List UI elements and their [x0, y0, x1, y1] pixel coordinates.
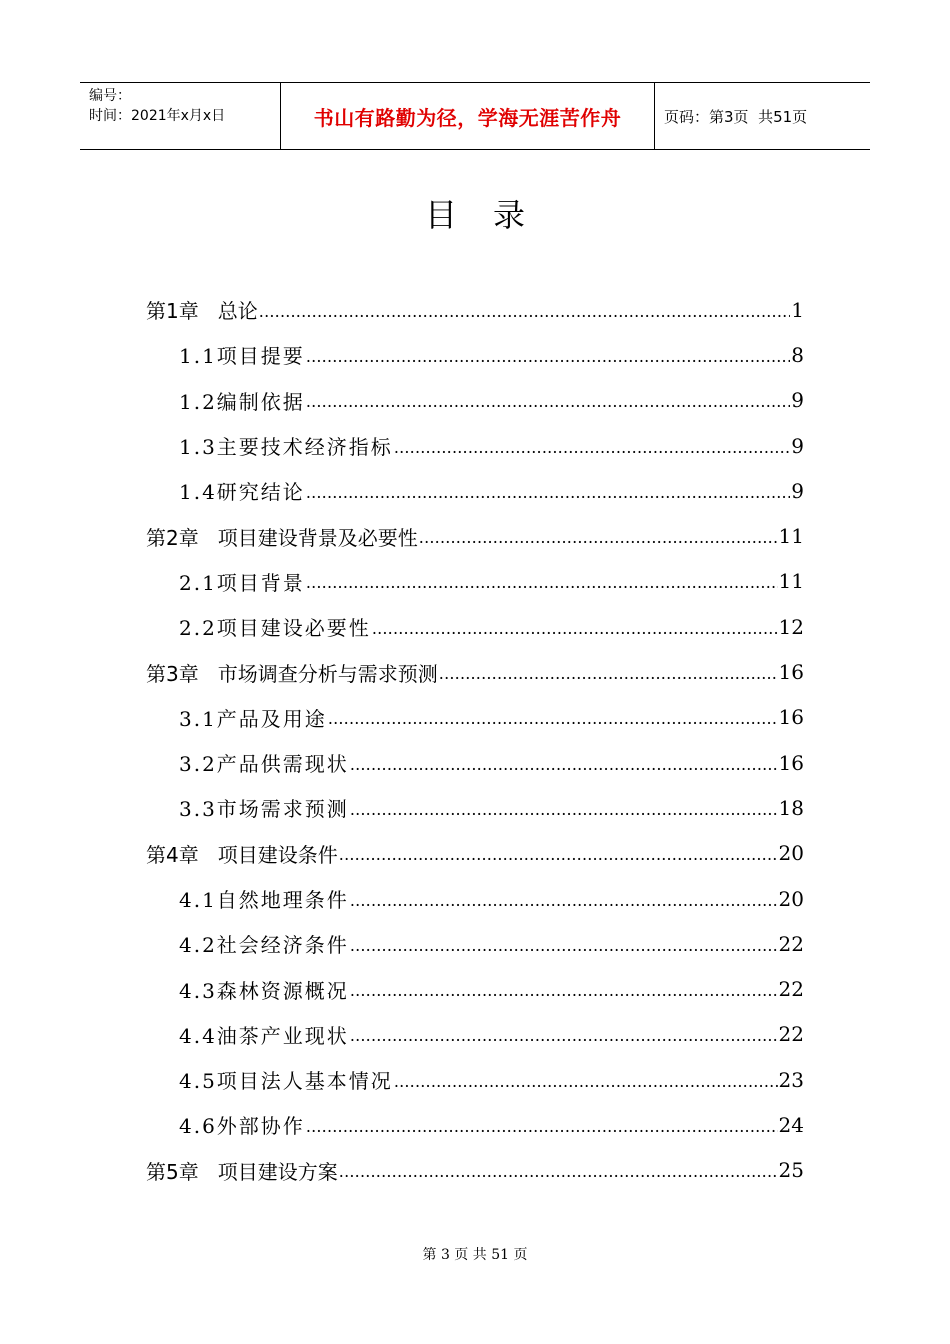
toc-leader-dots — [394, 434, 790, 458]
toc-chapter-entry[interactable] — [146, 831, 804, 876]
toc-section-entry[interactable] — [146, 559, 804, 604]
toc-entry-label: 4.3森林资源概况 — [179, 978, 349, 1003]
toc-entry-label: 1.2编制依据 — [179, 389, 305, 414]
toc-leader-dots — [350, 796, 778, 820]
toc-leader-dots — [306, 343, 790, 367]
toc-entry-label: 4.5项目法人基本情况 — [179, 1069, 393, 1094]
toc-entry-label: 4.4油茶产业现状 — [179, 1023, 349, 1048]
toc-chapter-entry[interactable] — [146, 513, 804, 558]
toc-entry-page: 11 — [778, 524, 804, 549]
toc-leader-dots — [372, 615, 778, 639]
toc-entry-label: 1.1项目提要 — [179, 344, 305, 369]
toc-section-entry[interactable] — [146, 966, 804, 1011]
table-of-contents — [146, 287, 804, 1193]
toc-entry-label: 第1章 总论 — [146, 299, 258, 324]
toc-section-entry[interactable] — [146, 468, 804, 513]
toc-entry-label: 第2章 项目建设背景及必要性 — [146, 525, 418, 550]
toc-entry-label: 2.2项目建设必要性 — [179, 616, 371, 641]
toc-entry-label: 4.2社会经济条件 — [179, 933, 349, 958]
toc-leader-dots — [350, 977, 778, 1001]
toc-entry-page: 22 — [778, 931, 804, 956]
toc-entry-page: 24 — [778, 1112, 804, 1137]
toc-leader-dots — [439, 660, 778, 684]
toc-section-entry[interactable] — [146, 604, 804, 649]
page-title: 目录 — [424, 196, 561, 234]
toc-entry-page: 25 — [778, 1158, 804, 1183]
toc-leader-dots — [350, 887, 778, 911]
toc-chapter-entry[interactable] — [146, 649, 804, 694]
toc-leader-dots — [306, 479, 790, 503]
page-footer: 第 3 页 共 51 页 — [422, 1247, 528, 1263]
toc-entry-page: 12 — [778, 614, 804, 639]
toc-entry-label: 3.1产品及用途 — [179, 706, 327, 731]
toc-entry-page: 11 — [778, 569, 804, 594]
toc-section-entry[interactable] — [146, 332, 804, 377]
toc-chapter-entry[interactable] — [146, 287, 804, 332]
toc-entry-label: 2.1项目背景 — [179, 570, 305, 595]
toc-entry-page: 9 — [791, 433, 804, 458]
toc-entry-page: 20 — [778, 841, 804, 866]
toc-entry-label: 第3章 市场调查分析与需求预测 — [146, 661, 438, 686]
document-number-label: 编号： — [89, 88, 131, 104]
toc-entry-label: 第5章 项目建设方案 — [146, 1159, 338, 1184]
header-meta — [80, 83, 281, 149]
toc-leader-dots — [306, 1113, 778, 1137]
toc-entry-page: 16 — [778, 705, 804, 730]
toc-entry-page: 16 — [778, 750, 804, 775]
toc-entry-page: 16 — [778, 660, 804, 685]
toc-entry-page: 22 — [778, 1022, 804, 1047]
toc-entry-label: 3.3市场需求预测 — [179, 797, 349, 822]
toc-chapter-entry[interactable] — [146, 1148, 804, 1193]
toc-entry-label: 1.4研究结论 — [179, 480, 305, 505]
toc-leader-dots — [394, 1068, 778, 1092]
toc-section-entry[interactable] — [146, 921, 804, 966]
toc-leader-dots — [306, 569, 778, 593]
toc-section-entry[interactable] — [146, 423, 804, 468]
toc-entry-page: 23 — [778, 1067, 804, 1092]
toc-leader-dots — [259, 298, 790, 322]
toc-section-entry[interactable] — [146, 378, 804, 423]
toc-entry-label: 4.6外部协作 — [179, 1114, 305, 1139]
toc-section-entry[interactable] — [146, 785, 804, 830]
toc-entry-page: 9 — [791, 388, 804, 413]
toc-leader-dots — [350, 1022, 778, 1046]
toc-section-entry[interactable] — [146, 740, 804, 785]
toc-section-entry[interactable] — [146, 1102, 804, 1147]
toc-section-entry[interactable] — [146, 1057, 804, 1102]
toc-entry-page: 22 — [778, 977, 804, 1002]
toc-leader-dots — [339, 1158, 778, 1182]
toc-entry-page: 18 — [778, 795, 804, 820]
header-page-info — [655, 83, 870, 149]
toc-leader-dots — [350, 751, 778, 775]
toc-leader-dots — [306, 388, 790, 412]
toc-section-entry[interactable] — [146, 876, 804, 921]
toc-leader-dots — [350, 932, 778, 956]
page-header — [80, 82, 870, 150]
toc-entry-page: 20 — [778, 886, 804, 911]
toc-entry-label: 3.2产品供需现状 — [179, 752, 349, 777]
toc-leader-dots — [328, 705, 778, 729]
document-date-label: 时间：2021年x月x日 — [89, 108, 226, 124]
toc-entry-page: 8 — [791, 342, 804, 367]
header-page-info-text: 页码：第3页 共51页 — [664, 107, 808, 126]
toc-entry-page: 9 — [791, 478, 804, 503]
toc-section-entry[interactable] — [146, 695, 804, 740]
toc-entry-label: 1.3主要技术经济指标 — [179, 435, 393, 460]
toc-entry-label: 4.1自然地理条件 — [179, 888, 349, 912]
toc-leader-dots — [419, 524, 778, 548]
toc-entry-label: 第4章 项目建设条件 — [146, 842, 338, 867]
header-motto: 书山有路勤为径，学海无涯苦作舟 — [281, 83, 655, 149]
toc-leader-dots — [339, 841, 778, 865]
toc-section-entry[interactable] — [146, 1012, 804, 1057]
toc-entry-page: 1 — [791, 297, 804, 322]
